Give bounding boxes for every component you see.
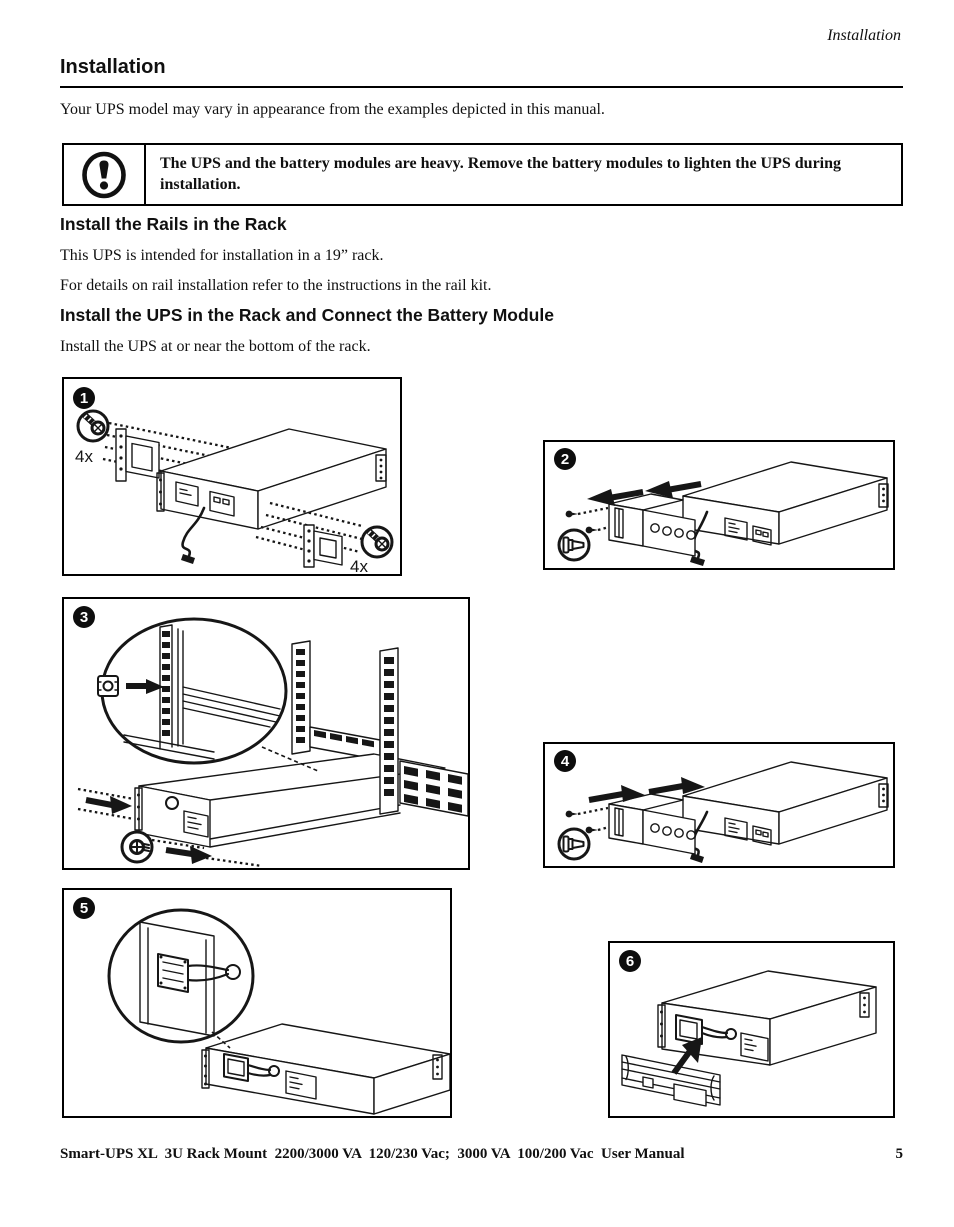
figure-remove-battery-module	[543, 440, 895, 570]
warning-icon-cell	[64, 145, 146, 204]
rack-rail	[400, 761, 468, 816]
exclamation-circle-icon	[79, 149, 129, 201]
step-number-badge	[73, 897, 95, 919]
warning-box	[62, 143, 903, 206]
magnifier-inset	[109, 910, 253, 1042]
battery-module	[609, 794, 695, 854]
figure-1-illustration	[64, 379, 400, 574]
page-title: Installation	[60, 56, 166, 78]
screw-count-label: 4x	[350, 557, 368, 574]
section-heading-rails: Install the Rails in the Rack	[60, 214, 287, 234]
page-number: 5	[895, 1146, 903, 1162]
screw-icon	[122, 832, 152, 862]
rack-post	[380, 648, 398, 814]
figure-insert-battery-module	[543, 742, 895, 868]
svg-text:4: 4	[560, 753, 570, 770]
figure-3-illustration	[64, 599, 468, 868]
arrow-right-icon	[86, 796, 132, 814]
figure-slide-ups-into-rack	[62, 597, 470, 870]
step-number-badge	[73, 387, 95, 409]
step-number-badge	[554, 750, 576, 772]
figure-attach-mounting-brackets	[62, 377, 402, 576]
screw-icon	[362, 527, 392, 557]
ups-unit	[683, 462, 888, 566]
front-bezel	[622, 1055, 720, 1106]
ups-unit	[157, 429, 386, 564]
page-footer	[60, 1146, 903, 1163]
thumbscrew-small-icon	[586, 527, 598, 534]
figure-6-illustration	[610, 943, 893, 1116]
step-number-badge	[73, 606, 95, 628]
running-head: Installation	[827, 27, 901, 44]
figure-connect-battery-connector	[62, 888, 452, 1118]
cage-nut-icon	[98, 676, 118, 696]
screw-icon	[78, 411, 108, 441]
svg-text:2: 2	[560, 451, 570, 468]
body-paragraph: Install the UPS at or near the bottom of the rack.	[60, 338, 371, 355]
arrow-right-icon	[166, 846, 212, 864]
mounting-bracket	[304, 525, 342, 567]
mounting-bracket	[116, 429, 159, 481]
battery-module	[609, 494, 695, 556]
thumbscrew-small-icon	[586, 827, 598, 834]
svg-text:6: 6	[625, 953, 635, 970]
footer-document-title: Smart-UPS XL 3U Rack Mount 2200/3000 VA 120/230 Vac; 3000 VA 100/200 Vac User Manual	[60, 1146, 685, 1162]
warning-text: The UPS and the battery modules are heavy. Remove the battery modules to lighten the UPS during installation.	[160, 155, 842, 193]
magnifier-inset	[98, 619, 286, 763]
svg-text:5: 5	[79, 900, 89, 917]
screw-count-label: 4x	[75, 447, 93, 466]
svg-text:1: 1	[79, 390, 89, 407]
rack-post	[292, 641, 310, 754]
step-number-badge	[554, 448, 576, 470]
thumbscrew-small-icon	[566, 511, 578, 518]
section-heading-install-ups: Install the UPS in the Rack and Connect the Battery Module	[60, 305, 554, 325]
ups-unit	[683, 762, 888, 863]
intro-paragraph: Your UPS model may vary in appearance from the examples depicted in this manual.	[60, 101, 605, 118]
figure-2-illustration	[545, 442, 893, 568]
title-rule	[60, 86, 903, 88]
figure-4-illustration	[545, 744, 893, 866]
body-paragraph: For details on rail installation refer to the instructions in the rail kit.	[60, 277, 492, 294]
thumbscrew-icon	[559, 530, 589, 560]
body-paragraph: This UPS is intended for installation in a 19” rack.	[60, 247, 384, 264]
figure-attach-front-bezel	[608, 941, 895, 1118]
svg-text:3: 3	[79, 609, 89, 626]
step-number-badge	[619, 950, 641, 972]
thumbscrew-small-icon	[566, 811, 578, 818]
figure-5-illustration	[64, 890, 450, 1116]
thumbscrew-icon	[559, 829, 589, 859]
ups-unit	[202, 1024, 450, 1114]
